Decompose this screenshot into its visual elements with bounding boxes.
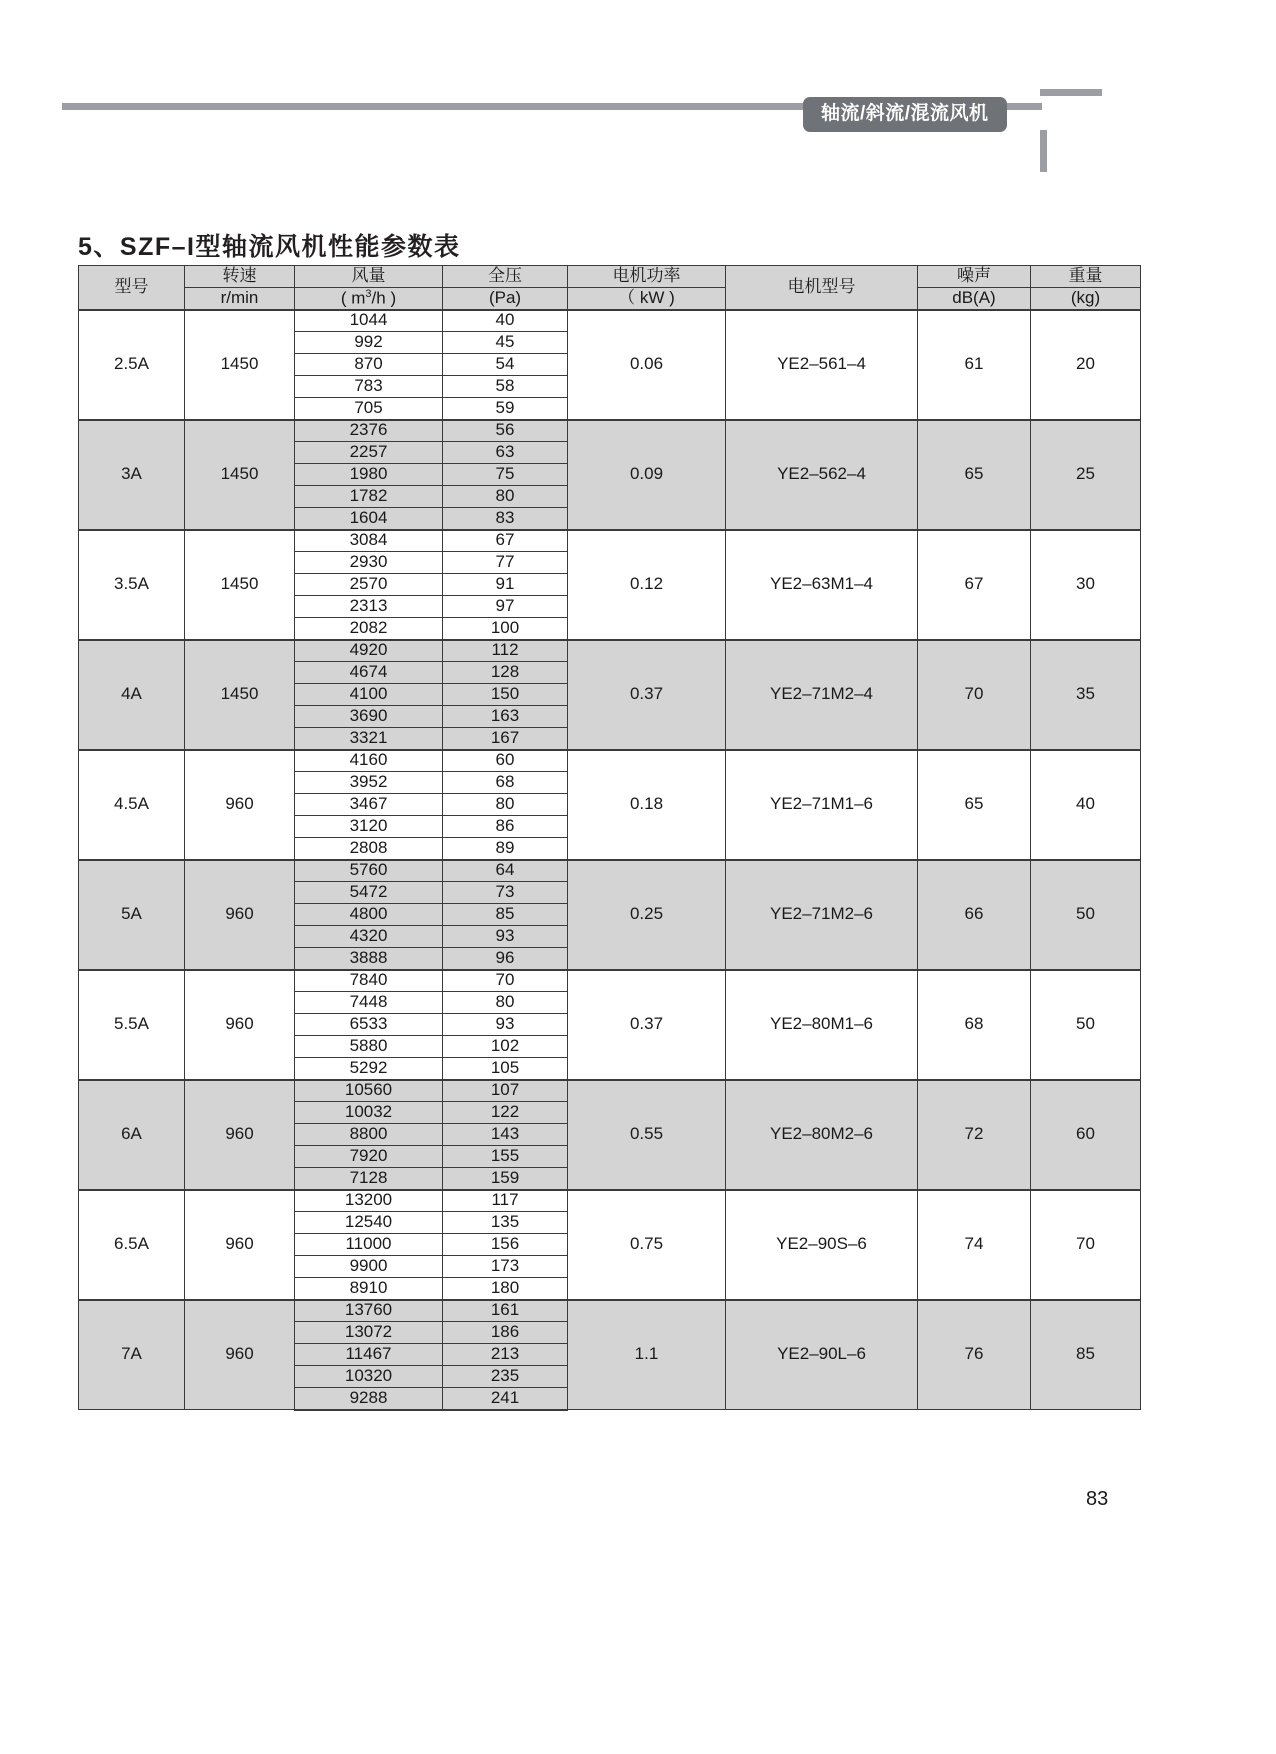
cell-flow: 11000 bbox=[295, 1234, 443, 1256]
cell-weight: 35 bbox=[1031, 640, 1141, 750]
cell-flow: 10320 bbox=[295, 1366, 443, 1388]
cell-pressure: 241 bbox=[443, 1388, 568, 1410]
cell-flow: 870 bbox=[295, 354, 443, 376]
cell-flow: 1782 bbox=[295, 486, 443, 508]
cell-flow: 783 bbox=[295, 376, 443, 398]
cell-noise: 68 bbox=[918, 970, 1031, 1080]
cell-weight: 60 bbox=[1031, 1080, 1141, 1190]
cell-rpm: 1450 bbox=[185, 420, 295, 530]
cell-pressure: 135 bbox=[443, 1212, 568, 1234]
cell-noise: 70 bbox=[918, 640, 1031, 750]
page-title: 5、SZF–I型轴流风机性能参数表 bbox=[78, 233, 461, 261]
cell-flow: 13072 bbox=[295, 1322, 443, 1344]
cell-pressure: 167 bbox=[443, 728, 568, 750]
cell-power: 0.75 bbox=[568, 1190, 726, 1300]
column-unit-6: dB(A) bbox=[918, 288, 1031, 310]
cell-flow: 3467 bbox=[295, 794, 443, 816]
cell-weight: 85 bbox=[1031, 1300, 1141, 1410]
cell-flow: 13200 bbox=[295, 1190, 443, 1212]
cell-motor-model: YE2–71M2–4 bbox=[726, 640, 918, 750]
cell-model: 6.5A bbox=[79, 1190, 185, 1300]
cell-flow: 7840 bbox=[295, 970, 443, 992]
cell-pressure: 235 bbox=[443, 1366, 568, 1388]
cell-motor-model: YE2–63M1–4 bbox=[726, 530, 918, 640]
table-row bbox=[79, 1300, 1141, 1322]
table-row bbox=[79, 1190, 1141, 1212]
cell-pressure: 93 bbox=[443, 1014, 568, 1036]
cell-flow: 10032 bbox=[295, 1102, 443, 1124]
cell-rpm: 960 bbox=[185, 1190, 295, 1300]
cell-model: 6A bbox=[79, 1080, 185, 1190]
cell-flow: 5760 bbox=[295, 860, 443, 882]
page-number: 83 bbox=[1086, 1488, 1109, 1510]
cell-noise: 66 bbox=[918, 860, 1031, 970]
cell-pressure: 54 bbox=[443, 354, 568, 376]
cell-power: 0.37 bbox=[568, 640, 726, 750]
cell-flow: 4160 bbox=[295, 750, 443, 772]
cell-motor-model: YE2–71M2–6 bbox=[726, 860, 918, 970]
page-header bbox=[0, 0, 1276, 200]
performance-table bbox=[78, 265, 1141, 1411]
cell-flow: 4800 bbox=[295, 904, 443, 926]
cell-flow: 1980 bbox=[295, 464, 443, 486]
cell-pressure: 58 bbox=[443, 376, 568, 398]
table-row bbox=[79, 750, 1141, 772]
cell-pressure: 91 bbox=[443, 574, 568, 596]
cell-pressure: 107 bbox=[443, 1080, 568, 1102]
table-row bbox=[79, 420, 1141, 442]
cell-pressure: 117 bbox=[443, 1190, 568, 1212]
cell-weight: 50 bbox=[1031, 860, 1141, 970]
cell-weight: 70 bbox=[1031, 1190, 1141, 1300]
cell-flow: 2570 bbox=[295, 574, 443, 596]
cell-model: 3.5A bbox=[79, 530, 185, 640]
column-header-motor-model: 电机型号 bbox=[726, 266, 918, 310]
cell-rpm: 960 bbox=[185, 860, 295, 970]
cell-pressure: 45 bbox=[443, 332, 568, 354]
cell-pressure: 100 bbox=[443, 618, 568, 640]
cell-pressure: 73 bbox=[443, 882, 568, 904]
cell-pressure: 159 bbox=[443, 1168, 568, 1190]
cell-weight: 50 bbox=[1031, 970, 1141, 1080]
cell-noise: 67 bbox=[918, 530, 1031, 640]
cell-model: 2.5A bbox=[79, 310, 185, 420]
cell-flow: 5880 bbox=[295, 1036, 443, 1058]
cell-noise: 65 bbox=[918, 420, 1031, 530]
cell-power: 0.06 bbox=[568, 310, 726, 420]
cell-flow: 8910 bbox=[295, 1278, 443, 1300]
cell-flow: 3084 bbox=[295, 530, 443, 552]
cell-pressure: 83 bbox=[443, 508, 568, 530]
column-header-6: 噪声 bbox=[918, 266, 1031, 288]
cell-pressure: 150 bbox=[443, 684, 568, 706]
column-header-7: 重量 bbox=[1031, 266, 1141, 288]
cell-pressure: 68 bbox=[443, 772, 568, 794]
cell-flow: 2808 bbox=[295, 838, 443, 860]
cell-rpm: 960 bbox=[185, 970, 295, 1080]
cell-flow: 992 bbox=[295, 332, 443, 354]
cell-motor-model: YE2–562–4 bbox=[726, 420, 918, 530]
cell-model: 3A bbox=[79, 420, 185, 530]
cell-power: 0.12 bbox=[568, 530, 726, 640]
cell-pressure: 59 bbox=[443, 398, 568, 420]
cell-motor-model: YE2–561–4 bbox=[726, 310, 918, 420]
cell-rpm: 1450 bbox=[185, 310, 295, 420]
section-tab-banner: 轴流/斜流/混流风机 bbox=[803, 97, 1007, 132]
cell-flow: 7920 bbox=[295, 1146, 443, 1168]
cell-pressure: 70 bbox=[443, 970, 568, 992]
cell-model: 5.5A bbox=[79, 970, 185, 1080]
cell-pressure: 163 bbox=[443, 706, 568, 728]
cell-flow: 7448 bbox=[295, 992, 443, 1014]
cell-flow: 3888 bbox=[295, 948, 443, 970]
cell-flow: 8800 bbox=[295, 1124, 443, 1146]
cell-model: 7A bbox=[79, 1300, 185, 1410]
cell-noise: 65 bbox=[918, 750, 1031, 860]
cell-pressure: 213 bbox=[443, 1344, 568, 1366]
header-rule-short bbox=[1040, 89, 1102, 96]
header-rule-vertical bbox=[1040, 130, 1047, 172]
cell-pressure: 96 bbox=[443, 948, 568, 970]
cell-pressure: 143 bbox=[443, 1124, 568, 1146]
cell-flow: 13760 bbox=[295, 1300, 443, 1322]
cell-model: 5A bbox=[79, 860, 185, 970]
column-unit-3: (Pa) bbox=[443, 288, 568, 310]
cell-flow: 2257 bbox=[295, 442, 443, 464]
cell-pressure: 161 bbox=[443, 1300, 568, 1322]
cell-model: 4A bbox=[79, 640, 185, 750]
cell-pressure: 89 bbox=[443, 838, 568, 860]
column-header-3: 全压 bbox=[443, 266, 568, 288]
cell-flow: 9288 bbox=[295, 1388, 443, 1410]
cell-flow: 4100 bbox=[295, 684, 443, 706]
cell-pressure: 80 bbox=[443, 992, 568, 1014]
cell-pressure: 122 bbox=[443, 1102, 568, 1124]
cell-power: 0.09 bbox=[568, 420, 726, 530]
cell-pressure: 60 bbox=[443, 750, 568, 772]
cell-flow: 3952 bbox=[295, 772, 443, 794]
cell-pressure: 85 bbox=[443, 904, 568, 926]
column-header-1: 转速 bbox=[185, 266, 295, 288]
cell-flow: 1044 bbox=[295, 310, 443, 332]
column-header-2: 风量 bbox=[295, 266, 443, 288]
cell-flow: 2313 bbox=[295, 596, 443, 618]
cell-pressure: 112 bbox=[443, 640, 568, 662]
cell-noise: 72 bbox=[918, 1080, 1031, 1190]
table-header-row-units bbox=[79, 288, 1141, 310]
cell-pressure: 186 bbox=[443, 1322, 568, 1344]
cell-flow: 9900 bbox=[295, 1256, 443, 1278]
cell-weight: 20 bbox=[1031, 310, 1141, 420]
cell-rpm: 960 bbox=[185, 1080, 295, 1190]
cell-weight: 40 bbox=[1031, 750, 1141, 860]
cell-motor-model: YE2–80M2–6 bbox=[726, 1080, 918, 1190]
cell-pressure: 97 bbox=[443, 596, 568, 618]
column-unit-1: r/min bbox=[185, 288, 295, 310]
column-header-4: 电机功率 bbox=[568, 266, 726, 288]
table-row bbox=[79, 970, 1141, 992]
cell-rpm: 960 bbox=[185, 1300, 295, 1410]
column-unit-4: （ kW ) bbox=[568, 288, 726, 310]
cell-motor-model: YE2–80M1–6 bbox=[726, 970, 918, 1080]
cell-pressure: 64 bbox=[443, 860, 568, 882]
cell-model: 4.5A bbox=[79, 750, 185, 860]
cell-flow: 4320 bbox=[295, 926, 443, 948]
column-unit-7: (kg) bbox=[1031, 288, 1141, 310]
cell-flow: 3321 bbox=[295, 728, 443, 750]
performance-table-container bbox=[78, 265, 1140, 1411]
cell-flow: 7128 bbox=[295, 1168, 443, 1190]
cell-rpm: 960 bbox=[185, 750, 295, 860]
cell-pressure: 40 bbox=[443, 310, 568, 332]
table-row bbox=[79, 530, 1141, 552]
cell-power: 1.1 bbox=[568, 1300, 726, 1410]
cell-pressure: 77 bbox=[443, 552, 568, 574]
cell-pressure: 102 bbox=[443, 1036, 568, 1058]
cell-flow: 10560 bbox=[295, 1080, 443, 1102]
cell-power: 0.18 bbox=[568, 750, 726, 860]
cell-motor-model: YE2–90S–6 bbox=[726, 1190, 918, 1300]
table-row bbox=[79, 1080, 1141, 1102]
cell-flow: 6533 bbox=[295, 1014, 443, 1036]
cell-noise: 76 bbox=[918, 1300, 1031, 1410]
cell-power: 0.25 bbox=[568, 860, 726, 970]
cell-noise: 74 bbox=[918, 1190, 1031, 1300]
cell-pressure: 63 bbox=[443, 442, 568, 464]
cell-flow: 4674 bbox=[295, 662, 443, 684]
cell-pressure: 56 bbox=[443, 420, 568, 442]
cell-power: 0.55 bbox=[568, 1080, 726, 1190]
table-row bbox=[79, 310, 1141, 332]
cell-power: 0.37 bbox=[568, 970, 726, 1080]
cell-pressure: 105 bbox=[443, 1058, 568, 1080]
cell-motor-model: YE2–90L–6 bbox=[726, 1300, 918, 1410]
cell-weight: 30 bbox=[1031, 530, 1141, 640]
cell-rpm: 1450 bbox=[185, 530, 295, 640]
cell-flow: 12540 bbox=[295, 1212, 443, 1234]
cell-pressure: 173 bbox=[443, 1256, 568, 1278]
cell-flow: 1604 bbox=[295, 508, 443, 530]
column-header-model: 型号 bbox=[79, 266, 185, 310]
cell-pressure: 75 bbox=[443, 464, 568, 486]
cell-weight: 25 bbox=[1031, 420, 1141, 530]
table-row bbox=[79, 640, 1141, 662]
cell-pressure: 80 bbox=[443, 794, 568, 816]
table-header-row-names bbox=[79, 266, 1141, 288]
cell-flow: 705 bbox=[295, 398, 443, 420]
cell-pressure: 93 bbox=[443, 926, 568, 948]
cell-pressure: 180 bbox=[443, 1278, 568, 1300]
cell-pressure: 155 bbox=[443, 1146, 568, 1168]
cell-pressure: 86 bbox=[443, 816, 568, 838]
cell-rpm: 1450 bbox=[185, 640, 295, 750]
cell-flow: 4920 bbox=[295, 640, 443, 662]
cell-flow: 2930 bbox=[295, 552, 443, 574]
cell-flow: 2376 bbox=[295, 420, 443, 442]
cell-noise: 61 bbox=[918, 310, 1031, 420]
cell-motor-model: YE2–71M1–6 bbox=[726, 750, 918, 860]
cell-pressure: 156 bbox=[443, 1234, 568, 1256]
cell-flow: 5472 bbox=[295, 882, 443, 904]
cell-flow: 2082 bbox=[295, 618, 443, 640]
cell-flow: 5292 bbox=[295, 1058, 443, 1080]
cell-flow: 3120 bbox=[295, 816, 443, 838]
cell-pressure: 67 bbox=[443, 530, 568, 552]
table-row bbox=[79, 860, 1141, 882]
cell-pressure: 128 bbox=[443, 662, 568, 684]
column-unit-flow: ( $m^3/h$ ) bbox=[295, 288, 443, 310]
cell-flow: 11467 bbox=[295, 1344, 443, 1366]
cell-pressure: 80 bbox=[443, 486, 568, 508]
cell-flow: 3690 bbox=[295, 706, 443, 728]
